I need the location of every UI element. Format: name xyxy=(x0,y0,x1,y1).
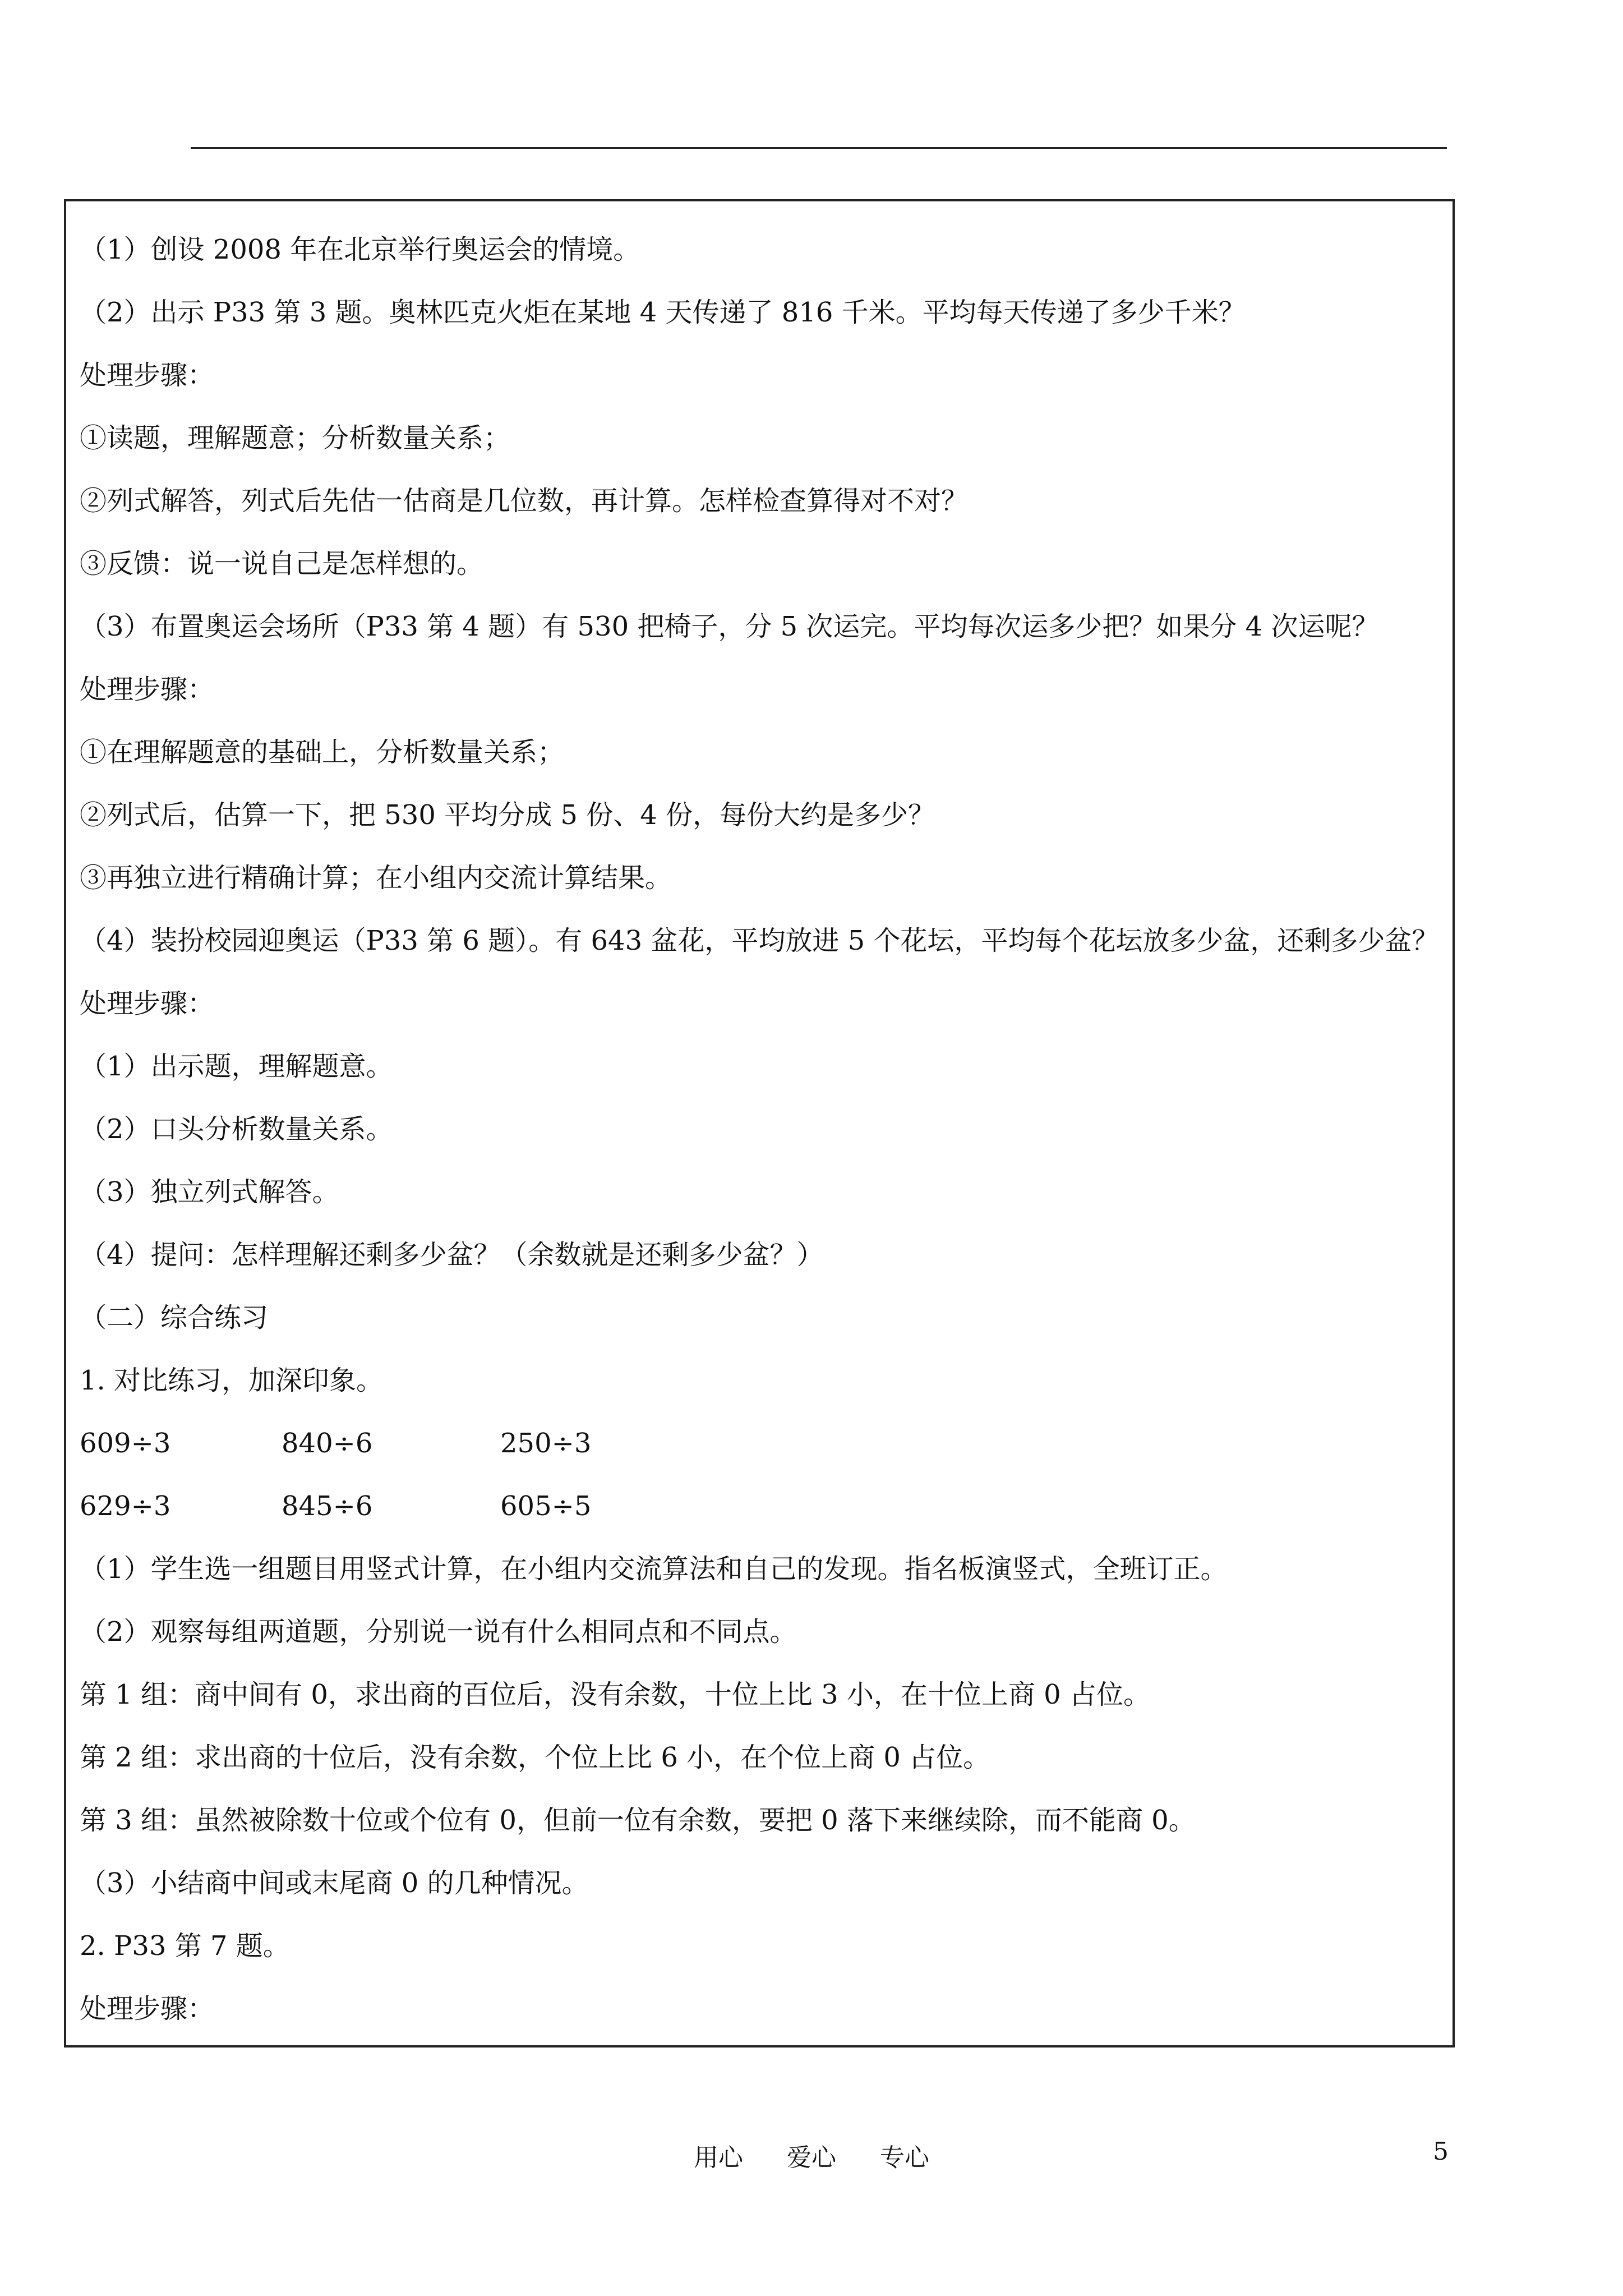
text-line: （2）观察每组两道题，分别说一说有什么相同点和不同点。 xyxy=(80,1616,797,1648)
text-line: （3）独立列式解答。 xyxy=(80,1176,339,1208)
text-line: ③再独立进行精确计算；在小组内交流计算结果。 xyxy=(80,862,672,894)
text-line: 处理步骤： xyxy=(80,360,215,391)
text-paragraph: （4）装扮校园迎奥运（P33 第 6 题）。有 643 盆花，平均放进 5 个花坛，平均每个花坛放多少盆，还剩多少盆？处理步骤： xyxy=(80,925,1439,1019)
footer-word: 用心 xyxy=(694,2143,743,2172)
footer-word: 爱心 xyxy=(787,2143,836,2172)
text-line: 2. P33 第 7 题。 xyxy=(80,1930,290,1962)
text-line: （2）出示 P33 第 3 题。奥林匹克火炬在某地 4 天传递了 816 千米。平均每天传递了多少千米？ xyxy=(80,297,1246,328)
text-line: ①读题，理解题意；分析数量关系； xyxy=(80,422,511,454)
header-rule xyxy=(191,147,1447,149)
page-number: 5 xyxy=(1433,2137,1449,2166)
text-line: （1）创设 2008 年在北京举行奥运会的情境。 xyxy=(80,234,640,265)
section-heading: （二）综合练习 xyxy=(80,1302,269,1333)
text-line: ②列式后，估算一下，把 530 平均分成 5 份、4 份，每份大约是多少？ xyxy=(80,799,935,831)
exercise-row xyxy=(80,1412,1439,1475)
text-line: （3）布置奥运会场所（P33 第 4 题）有 530 把椅子，分 5 次运完。平均每次运多少把？如果分 4 次运呢？ xyxy=(80,611,1379,642)
text-line: 第 1 组：商中间有 0，求出商的百位后，没有余数，十位上比 3 小，在十位上商 0 占位。 xyxy=(80,1679,1150,1710)
text-line: （2）口头分析数量关系。 xyxy=(80,1114,393,1145)
text-line: 第 2 组：求出商的十位后，没有余数，个位上比 6 小，在个位上商 0 占位。 xyxy=(80,1742,990,1773)
exercise-expression: 250÷3 xyxy=(500,1428,592,1459)
exercise-expression: 840÷6 xyxy=(282,1428,373,1459)
text-line: （1）学生选一组题目用竖式计算，在小组内交流算法和自己的发现。指名板演竖式，全班订正。 xyxy=(80,1553,1228,1585)
text-line: ③反馈：说一说自己是怎样想的。 xyxy=(80,548,484,579)
exercise-expression: 845÷6 xyxy=(282,1490,373,1522)
exercise-expression: 605÷5 xyxy=(500,1490,592,1522)
content-box xyxy=(64,199,1455,2047)
text-line: 第 3 组：虽然被除数十位或个位有 0，但前一位有余数，要把 0 落下来继续除，而不能商 0。 xyxy=(80,1805,1196,1836)
text-line: 1. 对比练习，加深印象。 xyxy=(80,1365,384,1396)
content-lines xyxy=(80,218,1439,2040)
exercise-expression: 609÷3 xyxy=(80,1428,171,1459)
footer-motto xyxy=(0,2137,1623,2173)
exercise-row xyxy=(80,1475,1439,1538)
text-line: 处理步骤： xyxy=(80,674,215,705)
text-line: ②列式解答，列式后先估一估商是几位数，再计算。怎样检查算得对不对？ xyxy=(80,485,969,517)
text-line: 处理步骤： xyxy=(80,1993,215,2024)
text-line: （3）小结商中间或末尾商 0 的几种情况。 xyxy=(80,1867,589,1899)
text-line: （4）提问：怎样理解还剩多少盆？（余数就是还剩多少盆？） xyxy=(80,1239,824,1271)
text-line: （1）出示题，理解题意。 xyxy=(80,1051,393,1082)
text-line: ①在理解题意的基础上，分析数量关系； xyxy=(80,737,565,768)
footer-word: 专心 xyxy=(880,2143,929,2172)
exercise-expression: 629÷3 xyxy=(80,1490,171,1522)
